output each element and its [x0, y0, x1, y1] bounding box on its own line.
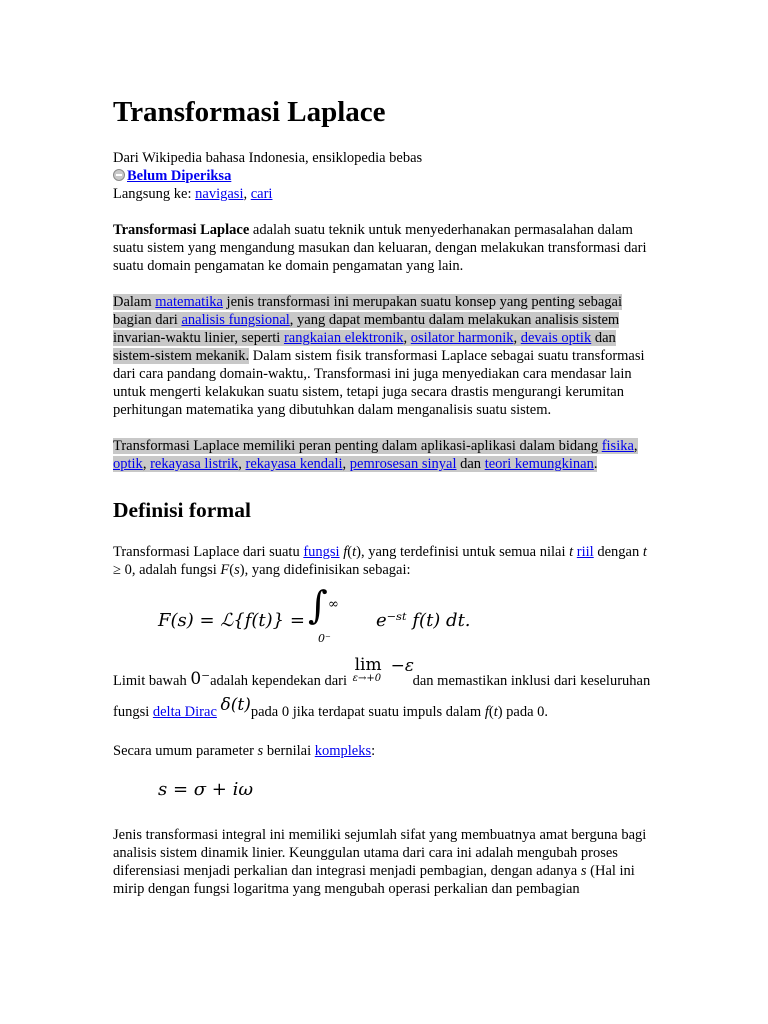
intro-paragraph-1	[113, 221, 658, 275]
formula-rhs: e⁻ˢᵗ f(t) dt.	[376, 610, 471, 631]
highlighted-sentence	[113, 438, 638, 472]
text: (	[229, 562, 235, 578]
integral-sign: ∫	[308, 583, 328, 627]
link-rangkaian-elektronik[interactable]: rangkaian elektronik	[283, 330, 404, 346]
tagline: Dari Wikipedia bahasa Indonesia, ensiklopedia bebas	[113, 150, 423, 166]
link-rekayasa-kendali[interactable]: rekayasa kendali	[245, 456, 343, 472]
article-meta	[113, 149, 658, 203]
text: Transformasi Laplace dari suatu	[113, 544, 304, 560]
link-riil[interactable]: riil	[576, 544, 594, 560]
text: (	[488, 704, 494, 720]
text: dan	[456, 456, 485, 472]
unreviewed-badge-icon	[113, 169, 125, 181]
math-zero-minus: 0⁻	[190, 669, 211, 689]
var-f: f	[343, 544, 348, 560]
section-heading-definisi-formal: Definisi formal	[113, 498, 251, 522]
var-f: f	[484, 704, 489, 720]
text: ) pada 0.	[497, 704, 549, 720]
review-status-link[interactable]: Belum Diperiksa	[127, 168, 232, 184]
closing-paragraph	[113, 826, 658, 898]
link-optik[interactable]: optik	[113, 456, 143, 472]
text: ), yang terdefinisi untuk semua nilai	[356, 544, 570, 560]
intro-text: adalah suatu teknik untuk menyederhanakan permasalahan dalam suatu sistem yang mengandung masukan dan keluaran, dengan melakukan transformasi dari suatu domain pengamatan ke domain pengamatan yang lain.	[113, 222, 647, 274]
var-t: t	[352, 544, 357, 560]
var-t: t	[569, 544, 574, 560]
text: .	[593, 456, 598, 472]
var-t: t	[642, 544, 647, 560]
text: ≥ 0, adalah fungsi	[113, 562, 221, 578]
link-rekayasa-listrik[interactable]: rekayasa listrik	[150, 456, 239, 472]
math-delta-t: δ(t)	[220, 695, 251, 715]
text: ,	[633, 438, 638, 454]
text: dan memastikan inklusi dari keseluruhan fungsi	[113, 673, 651, 720]
parameter-paragraph	[113, 742, 658, 760]
text: ,	[142, 456, 151, 472]
page-title: Transformasi Laplace	[113, 96, 386, 128]
jump-to: Langsung ke: navigasi, cari	[113, 186, 273, 202]
text: Transformasi Laplace memiliki peran penting dalam aplikasi-aplikasi dalam bidang	[113, 438, 602, 454]
text: Limit bawah	[113, 673, 191, 689]
text: , yang dapat membantu dalam melakukan analisis sistem invarian-waktu linier, seperti	[113, 312, 620, 346]
var-s: s	[580, 863, 587, 879]
text: ,	[238, 456, 246, 472]
text: jenis transformasi ini merupakan suatu konsep yang penting sebagai bagian dari	[113, 294, 622, 328]
text: ), yang didefinisikan sebagai:	[239, 562, 411, 578]
limit-paragraph	[113, 655, 658, 724]
lim-epsilon: −ε	[390, 656, 414, 676]
text: (Hal ini mirip dengan fungsi logaritma yang mengubah operasi perkalian dan pembagian	[113, 863, 635, 897]
definition-paragraph	[113, 543, 658, 579]
var-s: s	[234, 562, 240, 578]
text: pada 0 jika terdapat suatu impuls dalam	[250, 704, 485, 720]
complex-s-formula: s = σ + iω	[158, 779, 254, 800]
link-kompleks[interactable]: kompleks	[314, 743, 372, 759]
laplace-definition-formula	[158, 583, 658, 647]
lim-subscript: ε→+0	[352, 673, 382, 684]
var-s: s	[257, 743, 264, 759]
lim-operator: lim	[354, 655, 382, 675]
formula-lhs: F(s) = ℒ{f(t)} =	[158, 610, 305, 631]
text: Dalam	[113, 294, 156, 310]
jump-to-label: Langsung ke:	[113, 186, 192, 202]
math-limit-expression	[351, 655, 414, 685]
intro-paragraph-2	[113, 293, 658, 419]
integral-lower-limit: 0⁻	[318, 632, 331, 645]
link-delta-dirac[interactable]: delta Dirac	[152, 704, 217, 720]
link-teori-kemungkinan[interactable]: teori kemungkinan	[484, 456, 594, 472]
text: bernilai	[263, 743, 315, 759]
text: ,	[513, 330, 521, 346]
var-t: t	[493, 704, 498, 720]
var-F: F	[220, 562, 230, 578]
text: dan sistem-sistem mekanik.	[113, 330, 616, 364]
link-devais-optik[interactable]: devais optik	[520, 330, 592, 346]
integral-upper-limit: ∞	[328, 597, 339, 612]
link-fisika[interactable]: fisika	[601, 438, 634, 454]
text: (	[347, 544, 353, 560]
intro-paragraph-3	[113, 437, 658, 473]
link-analisis-fungsional[interactable]: analisis fungsional	[181, 312, 290, 328]
text: adalah kependekan dari	[210, 673, 351, 689]
link-fungsi[interactable]: fungsi	[303, 544, 340, 560]
review-status	[113, 167, 658, 185]
text: Jenis transformasi integral ini memiliki sejumlah sifat yang membuatnya amat berguna bagi analisis sistem dinamik linier. Keunggulan utama dari cara ini adalah mengubah proses diferensiasi menjadi perkalian dan integrasi menjadi pembagian, dengan adanya	[113, 827, 647, 879]
text: ,	[403, 330, 411, 346]
text: :	[371, 743, 376, 759]
link-matematika[interactable]: matematika	[155, 294, 223, 310]
text: ,	[342, 456, 350, 472]
jump-link-cari[interactable]: cari	[250, 186, 273, 202]
text: dengan	[593, 544, 643, 560]
intro-bold-term: Transformasi Laplace	[113, 222, 250, 238]
text: Dalam sistem fisik transformasi Laplace sebagai suatu transformasi dari cara pandang domain-waktu,. Transformasi ini juga menyediakan cara mendasar lain untuk mengerti kelakukan suatu sistem, tetapi juga secara drastis mengurangi kerumitan perhitungan matematika yang dibutuhkan dalam menganalisis suatu sistem.	[113, 348, 645, 418]
article	[113, 94, 658, 916]
text: Secara umum parameter	[113, 743, 258, 759]
jump-link-navigasi[interactable]: navigasi	[195, 186, 244, 202]
link-osilator-harmonik[interactable]: osilator harmonik	[410, 330, 514, 346]
link-pemrosesan-sinyal[interactable]: pemrosesan sinyal	[349, 456, 457, 472]
